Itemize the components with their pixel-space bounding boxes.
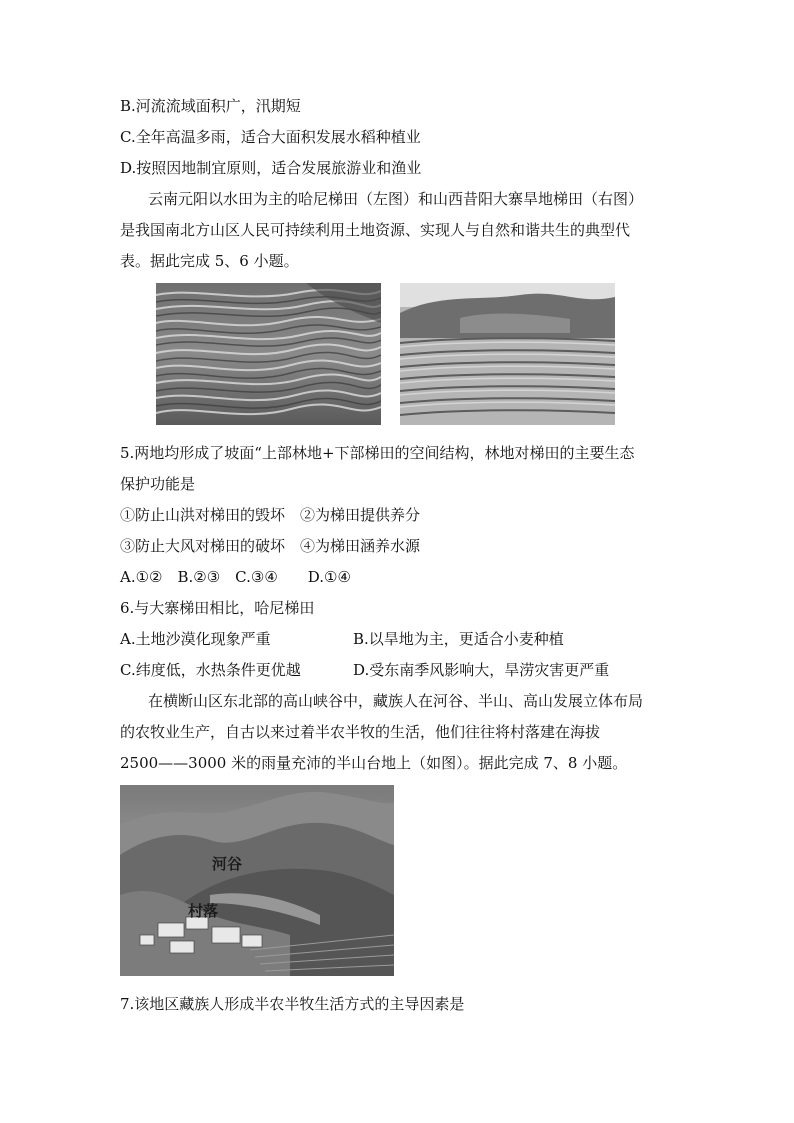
q5-options: A.①② B.②③ C.③④ D.①④ [120, 568, 351, 586]
passage2-line2: 的农牧业生产，自古以来过着半农半牧的生活，他们往往将村落建在海拔 [120, 723, 601, 741]
passage2-line3: 2500——3000 米的雨量充沛的半山台地上（如图）。据此完成 7、8 小题。 [120, 754, 628, 772]
q6-stem: 6.与大寨梯田相比，哈尼梯田 [120, 599, 315, 617]
q4-option-c: C.全年高温多雨，适合大面积发展水稻种植业 [120, 128, 421, 146]
q5-items-line2: ③防止大风对梯田的破坏 ④为梯田涵养水源 [120, 537, 421, 555]
valley-label: 河谷 [212, 855, 243, 873]
q6-option-a: A.土地沙漠化现象严重 [120, 630, 271, 648]
passage1-line3: 表。据此完成 5、6 小题。 [120, 252, 299, 270]
q6-option-d: D.受东南季风影响大，旱涝灾害更严重 [353, 661, 610, 679]
village-label: 村落 [188, 902, 219, 920]
passage2-line1: 在横断山区东北部的高山峡谷中，藏族人在河谷、半山、高山发展立体布局 [148, 692, 644, 710]
q7-stem: 7.该地区藏族人形成半农半牧生活方式的主导因素是 [120, 995, 465, 1013]
dazhai-terraces-photo [400, 283, 615, 425]
q4-option-b: B.河流流域面积广，汛期短 [120, 97, 301, 115]
q6-option-b: B.以旱地为主，更适合小麦种植 [353, 630, 564, 648]
q5-items-line1: ①防止山洪对梯田的毁坏 ②为梯田提供养分 [120, 506, 421, 524]
q5-stem-line2: 保护功能是 [120, 475, 196, 493]
q5-stem-line1: 5.两地均形成了坡面“上部林地+下部梯田的空间结构，林地对梯田的主要生态 [120, 444, 635, 462]
hani-terraces-photo [156, 283, 381, 425]
q6-option-c: C.纬度低，水热条件更优越 [120, 661, 301, 679]
mountain-valley-photo [120, 785, 394, 976]
passage1-line2: 是我国南北方山区人民可持续利用土地资源、实现人与自然和谐共生的典型代 [120, 221, 631, 239]
passage1-line1: 云南元阳以水田为主的哈尼梯田（左图）和山西昔阳大寨旱地梯田（右图） [148, 190, 644, 208]
q4-option-d: D.按照因地制宜原则，适合发展旅游业和渔业 [120, 159, 422, 177]
